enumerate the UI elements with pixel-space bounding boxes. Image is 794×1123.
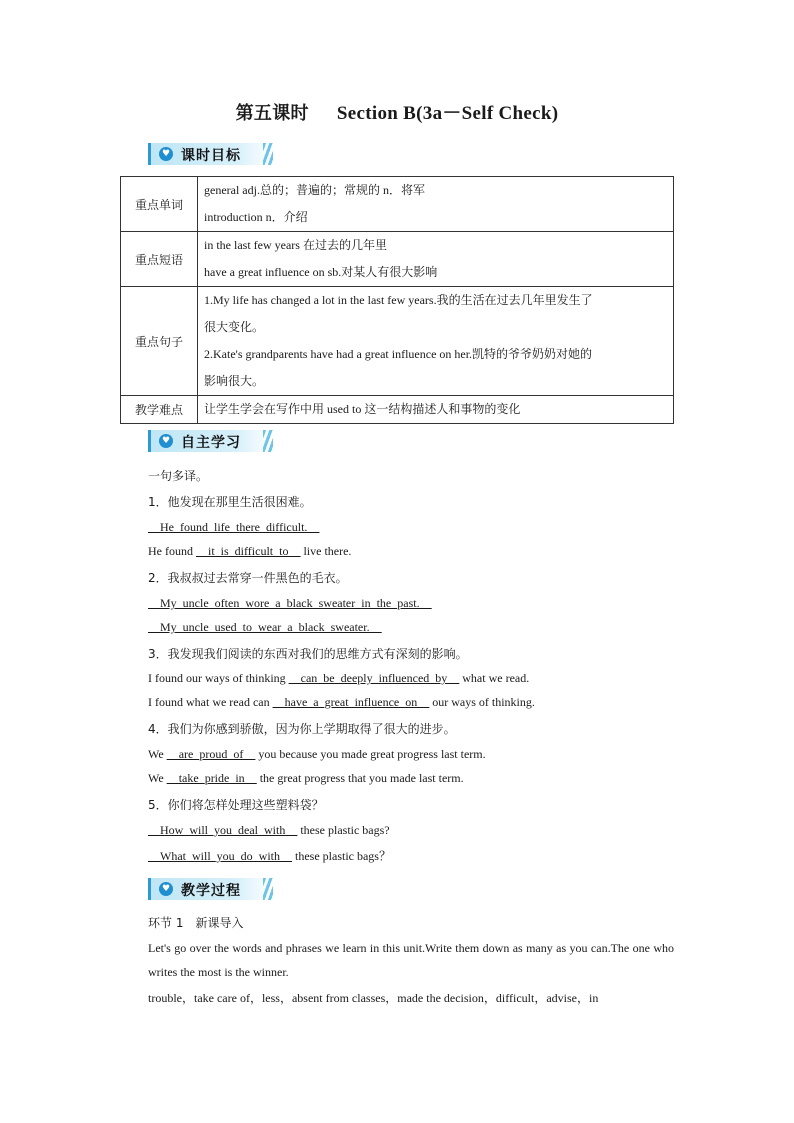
answer-blank: __He_found_life_there_difficult.__	[148, 520, 320, 534]
section-label: 课时目标	[181, 148, 241, 164]
answer-text: the great progress that you made last term.	[256, 771, 464, 785]
answer-blank: __it_is_difficult_to__	[196, 544, 301, 558]
answer-blank: __have_a_great_influence_on__	[272, 695, 430, 709]
answer-blank: __are_proud_of__	[166, 747, 256, 761]
answer-line	[148, 671, 529, 686]
answer-blank: __can_be_deeply_influenced_by__	[288, 671, 460, 685]
question-2: 2．我叔叔过去常穿一件黑色的毛衣。	[148, 571, 348, 585]
step-heading: 环节 1 新课导入	[148, 916, 244, 930]
page-title	[0, 98, 794, 125]
table-head: 重点句子	[121, 287, 198, 396]
section-banner-goals	[148, 143, 273, 165]
goals-table	[120, 176, 674, 424]
answer-line	[148, 823, 390, 838]
table-row	[121, 232, 674, 287]
exercise-intro: 一句多译。	[148, 469, 209, 483]
answer-text: We	[148, 747, 167, 761]
answer-text: these plastic bags?	[297, 823, 390, 837]
lesson-section: Section B(3a－Self Check)	[336, 103, 559, 124]
cell-line: 很大变化。	[204, 320, 265, 334]
paragraph: trouble，take care of，less，absent from classes，made the decision，difficult，advise，in	[148, 991, 599, 1005]
table-cell	[198, 287, 674, 396]
answer-line	[148, 544, 351, 559]
question-3: 3．我发现我们阅读的东西对我们的思维方式有深刻的影响。	[148, 647, 468, 661]
answer-text: what we read.	[459, 671, 530, 685]
table-row	[121, 177, 674, 232]
answer-text: our ways of thinking.	[429, 695, 535, 709]
section-label: 自主学习	[181, 435, 241, 451]
cell-line: introduction n．介绍	[204, 210, 308, 224]
cell-line: have a great influence on sb.对某人有很大影响	[204, 265, 438, 279]
trophy-icon: ♥	[159, 882, 173, 896]
answer-blank: __My_uncle_used_to_wear_a_black_sweater.__	[148, 620, 382, 634]
answer-text: you because you made great progress last term.	[255, 747, 486, 761]
table-cell	[198, 396, 674, 424]
question-4: 4．我们为你感到骄傲，因为你上学期取得了很大的进步。	[148, 722, 456, 736]
answer-text: live there.	[300, 544, 352, 558]
table-cell	[198, 232, 674, 287]
cell-line: general adj.总的；普遍的；常规的 n．将军	[204, 183, 425, 197]
table-row	[121, 287, 674, 396]
answer-line	[148, 771, 464, 786]
cell-line: 1.My life has changed a lot in the last few years.我的生活在过去几年里发生了	[204, 293, 593, 307]
section-banner-process	[148, 878, 273, 900]
answer-line	[148, 596, 432, 611]
answer-line	[148, 747, 486, 762]
section-label: 教学过程	[181, 883, 241, 899]
trophy-icon: ♥	[159, 147, 173, 161]
cell-line: 让学生学会在写作中用 used to 这一结构描述人和事物的变化	[204, 402, 521, 416]
cell-line: 2.Kate's grandparents have had a great influence on her.凯特的爷爷奶奶对她的	[204, 347, 593, 361]
question-1: 1．他发现在那里生活很困难。	[148, 495, 312, 509]
lesson-number: 第五课时	[235, 103, 309, 124]
table-head: 教学难点	[121, 396, 198, 424]
answer-line	[148, 847, 391, 864]
answer-blank: __What_will_you_do_with__	[148, 849, 292, 863]
table-head: 重点单词	[121, 177, 198, 232]
paragraph: Let's go over the words and phrases we learn in this unit.Write them down as many as you can.The one who writes the most is the winner.	[148, 941, 674, 979]
answer-text: We	[148, 771, 167, 785]
answer-blank: __How_will_you_deal_with__	[148, 823, 298, 837]
answer-line	[148, 695, 535, 710]
answer-text: He found	[148, 544, 196, 558]
answer-text: these plastic bags？	[292, 849, 391, 863]
question-5: 5．你们将怎样处理这些塑料袋？	[148, 798, 324, 812]
table-head: 重点短语	[121, 232, 198, 287]
answer-text: I found what we read can	[148, 695, 273, 709]
table-row	[121, 396, 674, 424]
answer-text: I found our ways of thinking	[148, 671, 289, 685]
answer-line	[148, 620, 382, 635]
cell-line: 影响很大。	[204, 374, 265, 388]
table-cell	[198, 177, 674, 232]
section-banner-self-study	[148, 430, 273, 452]
trophy-icon: ♥	[159, 434, 173, 448]
cell-line: in the last few years 在过去的几年里	[204, 238, 387, 252]
answer-blank: __My_uncle_often_wore_a_black_sweater_in_the_past.__	[148, 596, 432, 610]
answer-blank: __take_pride_in__	[166, 771, 257, 785]
answer-line	[148, 520, 319, 535]
